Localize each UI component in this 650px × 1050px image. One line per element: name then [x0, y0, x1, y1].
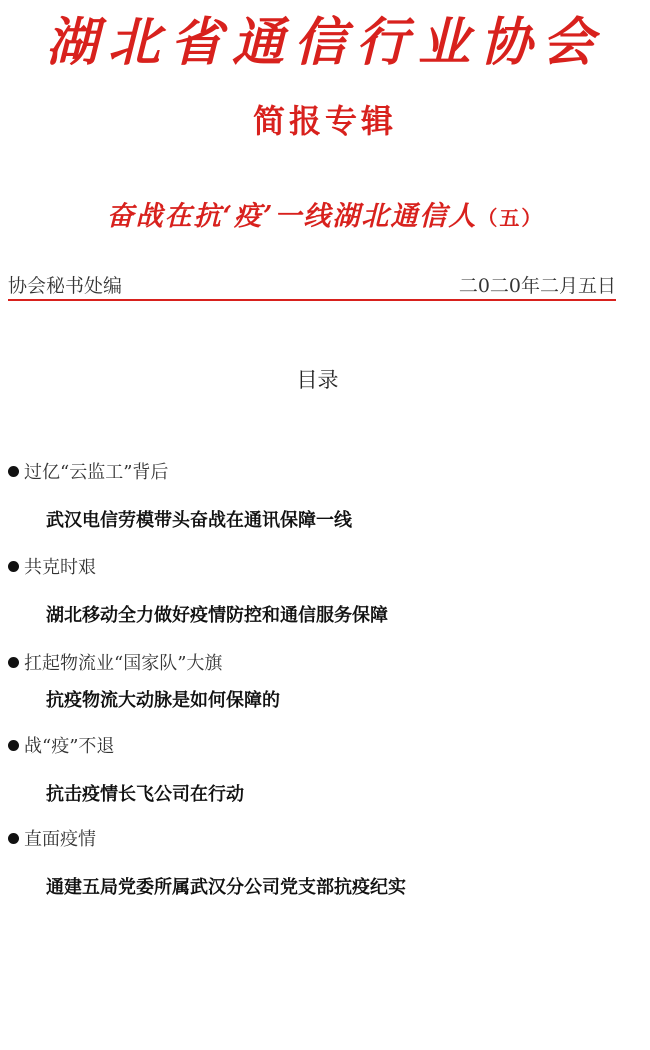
bullet-icon [8, 657, 19, 668]
toc-heading-text: 过亿“云监工”背后 [24, 462, 169, 483]
toc-heading [8, 553, 628, 579]
toc-title: 目录 [296, 368, 339, 392]
toc-section [8, 458, 628, 531]
toc-article-link[interactable]: 武汉电信劳模带头奋战在通讯保障一线 [46, 510, 352, 531]
bullet-icon [8, 833, 19, 844]
toc-heading-text: 共克时艰 [24, 557, 96, 578]
editor-label: 协会秘书处编 [8, 275, 123, 297]
red-divider [8, 299, 616, 301]
masthead-title: 湖北省通信行业协会 [45, 11, 604, 73]
toc-article-link[interactable]: 通建五局党委所属武汉分公司党支部抗疫纪实 [46, 877, 406, 898]
issue-date: 二0二0年二月五日 [458, 275, 616, 297]
issue-title [0, 194, 650, 233]
toc-article-link[interactable]: 抗击疫情长飞公司在行动 [46, 784, 244, 805]
toc-heading-text: 扛起物流业“国家队”大旗 [24, 653, 223, 674]
toc-heading-text: 战“疫”不退 [24, 736, 115, 757]
toc-heading [8, 732, 628, 758]
issue-number: （五） [477, 206, 544, 230]
bulletin-subtitle: 简报专辑 [252, 102, 397, 140]
bullet-icon [8, 561, 19, 572]
issue-title-text: 奋战在抗‘疫’一线湖北通信人 [106, 201, 478, 232]
toc-heading [8, 649, 628, 675]
bullet-icon [8, 466, 19, 477]
toc-section [8, 732, 628, 805]
meta-row [8, 268, 616, 298]
toc-article-link[interactable]: 抗疫物流大动脉是如何保障的 [46, 690, 280, 711]
toc-heading [8, 825, 628, 851]
toc-section [8, 553, 628, 626]
toc-heading-text: 直面疫情 [24, 829, 96, 850]
toc-section [8, 649, 628, 711]
toc-section [8, 825, 628, 898]
toc-article-link[interactable]: 湖北移动全力做好疫情防控和通信服务保障 [46, 605, 388, 626]
toc-heading [8, 458, 628, 484]
bullet-icon [8, 740, 19, 751]
